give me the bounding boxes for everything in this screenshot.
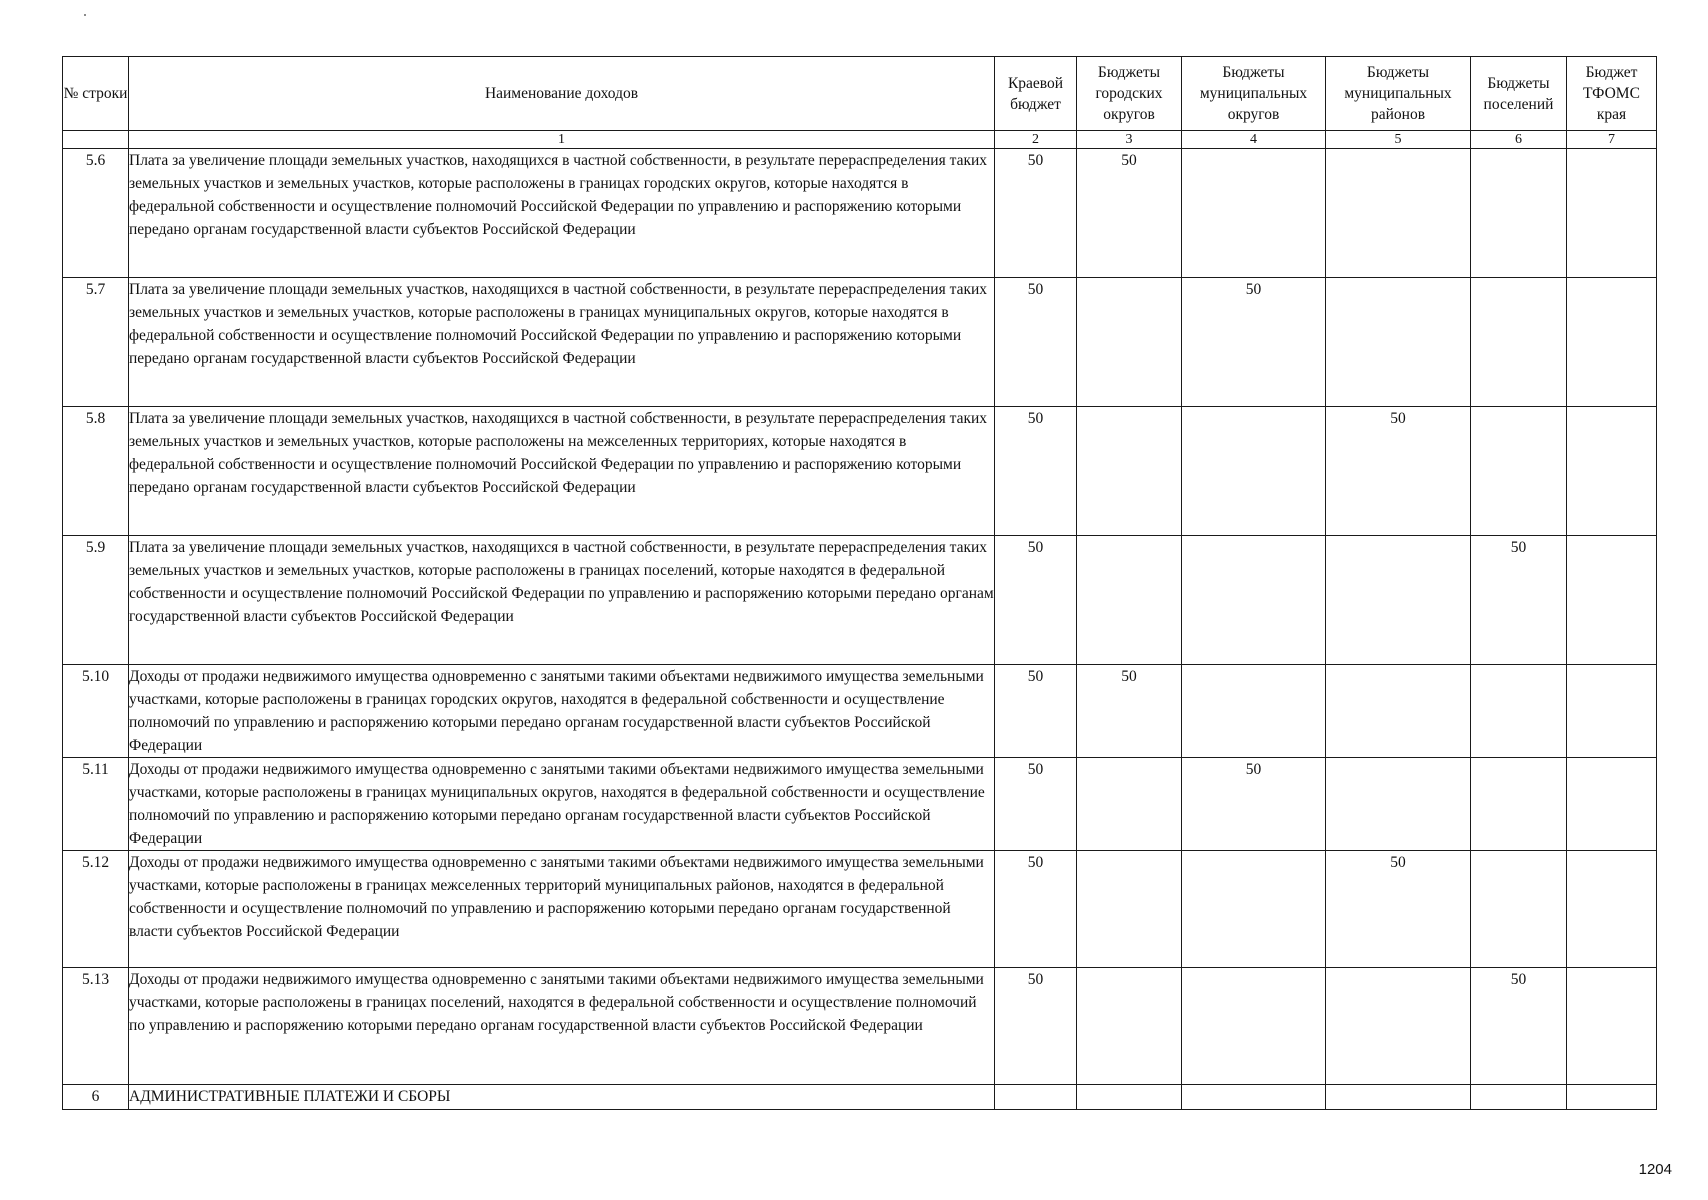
tfoms-value [1567,536,1657,665]
regional-budget-value: 50 [995,665,1077,758]
tfoms-value [1567,968,1657,1085]
header-municipal-district-budgets: Бюджеты муниципальных округов [1182,57,1326,131]
row-number: 5.10 [63,665,129,758]
revenue-name: Доходы от продажи недвижимого имущества одновременно с занятыми такими объектами недвижимого имущества земельными участками, которые расположены в границах поселений, находятся в федеральной собственности и осуществление полномочий по управлению и распоряжению которыми передано органам государственной власти субъектов Российской Федерации [129,968,995,1085]
column-number: 4 [1182,131,1326,149]
settlement-value: 50 [1471,536,1567,665]
tfoms-value [1567,278,1657,407]
page-number: 1204 [1638,1161,1672,1178]
row-number: 5.8 [63,407,129,536]
header-settlement-budgets: Бюджеты поселений [1471,57,1567,131]
row-number: 5.11 [63,758,129,851]
regional-budget-value: 50 [995,149,1077,278]
tfoms-value [1567,758,1657,851]
revenue-name: Доходы от продажи недвижимого имущества одновременно с занятыми такими объектами недвижимого имущества земельными участками, которые расположены в границах межселенных территорий муниципальных районов, находятся в федеральной собственности и осуществление полномочий по управлению и распоряжению которыми передано органам государственной власти субъектов Российской Федерации [129,851,995,968]
municipal-district-value [1182,665,1326,758]
municipal-area-value [1326,968,1471,1085]
table-header-row [63,57,1657,131]
municipal-district-value: 50 [1182,278,1326,407]
municipal-area-value [1326,536,1471,665]
revenue-name: Плата за увеличение площади земельных участков, находящихся в частной собственности, в результате перераспределения таких земельных участков и земельных участков, которые расположены в границах поселений, которые находятся в федеральной собственности и осуществление полномочий Российской Федерации по управлению и распоряжению которыми передано органам государственной власти субъектов Российской Федерации [129,536,995,665]
settlement-value [1471,407,1567,536]
municipal-district-value [1182,968,1326,1085]
table-row [63,665,1657,758]
table-row [63,758,1657,851]
settlement-value: 50 [1471,968,1567,1085]
regional-budget-value: 50 [995,851,1077,968]
revenue-name: Плата за увеличение площади земельных участков, находящихся в частной собственности, в результате перераспределения таких земельных участков и земельных участков, которые расположены в границах городских округов, которые находятся в федеральной собственности и осуществление полномочий Российской Федерации по управлению и распоряжению которыми передано органам государственной власти субъектов Российской Федерации [129,149,995,278]
revenue-distribution-table [62,56,1657,1110]
city-district-value [1077,536,1182,665]
header-municipal-area-budgets: Бюджеты муниципальных районов [1326,57,1471,131]
municipal-area-value [1326,1085,1471,1110]
municipal-district-value [1182,1085,1326,1110]
municipal-district-value: 50 [1182,758,1326,851]
table-row [63,536,1657,665]
settlement-value [1471,149,1567,278]
table-row [63,149,1657,278]
row-number: 5.6 [63,149,129,278]
municipal-district-value [1182,407,1326,536]
row-number: 5.12 [63,851,129,968]
regional-budget-value [995,1085,1077,1110]
column-number: 3 [1077,131,1182,149]
city-district-value [1077,407,1182,536]
header-row-number: № строки [63,57,129,131]
tfoms-value [1567,149,1657,278]
settlement-value [1471,1085,1567,1110]
table-row [63,968,1657,1085]
column-number: 6 [1471,131,1567,149]
tfoms-value [1567,665,1657,758]
municipal-district-value [1182,851,1326,968]
municipal-area-value: 50 [1326,851,1471,968]
revenue-name: Плата за увеличение площади земельных участков, находящихся в частной собственности, в результате перераспределения таких земельных участков и земельных участков, которые расположены в границах муниципальных округов, которые находятся в федеральной собственности и осуществление полномочий Российской Федерации по управлению и распоряжению которыми передано органам государственной власти субъектов Российской Федерации [129,278,995,407]
table-row [63,851,1657,968]
regional-budget-value: 50 [995,278,1077,407]
row-number: 6 [63,1085,129,1110]
column-number: 5 [1326,131,1471,149]
municipal-area-value [1326,149,1471,278]
header-tfoms-budget: Бюджет ТФОМС края [1567,57,1657,131]
column-number [63,131,129,149]
settlement-value [1471,665,1567,758]
revenue-name: Плата за увеличение площади земельных участков, находящихся в частной собственности, в результате перераспределения таких земельных участков и земельных участков, которые расположены на межселенных территориях, которые находятся в федеральной собственности и осуществление полномочий Российской Федерации по управлению и распоряжению которыми передано органам государственной власти субъектов Российской Федерации [129,407,995,536]
header-city-district-budgets: Бюджеты городских округов [1077,57,1182,131]
city-district-value [1077,278,1182,407]
table-row [63,1085,1657,1110]
city-district-value [1077,968,1182,1085]
settlement-value [1471,278,1567,407]
city-district-value [1077,758,1182,851]
tfoms-value [1567,407,1657,536]
municipal-area-value [1326,665,1471,758]
row-number: 5.13 [63,968,129,1085]
municipal-area-value: 50 [1326,407,1471,536]
regional-budget-value: 50 [995,536,1077,665]
scan-speck [84,14,86,16]
settlement-value [1471,851,1567,968]
column-number: 2 [995,131,1077,149]
revenue-name: АДМИНИСТРАТИВНЫЕ ПЛАТЕЖИ И СБОРЫ [129,1085,995,1110]
tfoms-value [1567,1085,1657,1110]
tfoms-value [1567,851,1657,968]
column-number-row [63,131,1657,149]
row-number: 5.9 [63,536,129,665]
table-row [63,407,1657,536]
regional-budget-value: 50 [995,407,1077,536]
municipal-district-value [1182,536,1326,665]
revenue-name: Доходы от продажи недвижимого имущества одновременно с занятыми такими объектами недвижимого имущества земельными участками, которые расположены в границах муниципальных округов, находятся в федеральной собственности и осуществление полномочий по управлению и распоряжению которыми передано органам государственной власти субъектов Российской Федерации [129,758,995,851]
column-number: 7 [1567,131,1657,149]
header-revenue-name: Наименование доходов [129,57,995,131]
settlement-value [1471,758,1567,851]
revenue-name: Доходы от продажи недвижимого имущества одновременно с занятыми такими объектами недвижимого имущества земельными участками, которые расположены в границах городских округов, находятся в федеральной собственности и осуществление полномочий по управлению и распоряжению которыми передано органам государственной власти субъектов Российской Федерации [129,665,995,758]
header-regional-budget: Краевой бюджет [995,57,1077,131]
table-row [63,278,1657,407]
regional-budget-value: 50 [995,968,1077,1085]
regional-budget-value: 50 [995,758,1077,851]
municipal-area-value [1326,278,1471,407]
column-number: 1 [129,131,995,149]
city-district-value [1077,851,1182,968]
row-number: 5.7 [63,278,129,407]
city-district-value [1077,1085,1182,1110]
municipal-area-value [1326,758,1471,851]
city-district-value: 50 [1077,665,1182,758]
municipal-district-value [1182,149,1326,278]
city-district-value: 50 [1077,149,1182,278]
